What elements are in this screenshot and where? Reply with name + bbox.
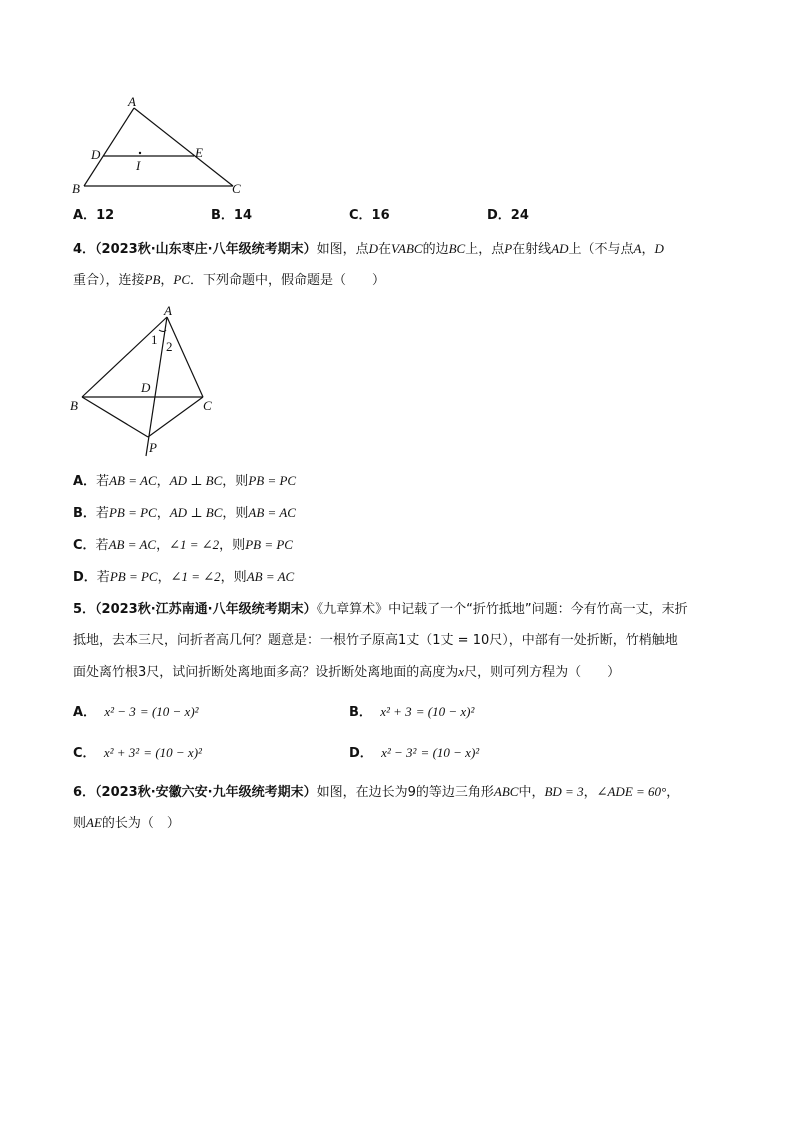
option-letter: B． xyxy=(349,705,372,720)
label-p: P xyxy=(149,440,157,455)
math: = (10 − x)² xyxy=(139,704,199,719)
text: ，则 xyxy=(219,538,246,553)
math: ABC xyxy=(493,784,519,799)
text: 若 xyxy=(96,570,110,585)
q4-line1 xyxy=(73,239,664,260)
question-source: （2023秋·江苏南通·八年级统考期末） xyxy=(95,602,317,617)
side-ac xyxy=(167,317,203,397)
math: = (10 − x)² xyxy=(143,745,202,760)
figure-abpc xyxy=(60,300,230,460)
q6-line2 xyxy=(73,813,180,834)
text: 如图，点 xyxy=(316,242,369,257)
label-c: C xyxy=(232,181,241,196)
text: 如图，在边长为9的等边三角形 xyxy=(316,785,494,800)
math: AE xyxy=(86,815,102,830)
text: 若 xyxy=(95,538,109,553)
math: x² − 3² xyxy=(381,745,417,760)
q3-option-d[interactable] xyxy=(487,206,529,226)
option-letter: D． xyxy=(487,208,511,223)
math: = (10 − x)² xyxy=(415,704,475,719)
math: BC xyxy=(448,241,466,256)
question-source: （2023秋·山东枣庄·八年级统考期末） xyxy=(95,242,317,257)
label-a: A xyxy=(128,94,136,109)
math: AB = AC xyxy=(108,537,157,552)
segment-cp xyxy=(148,397,203,437)
text: ， xyxy=(666,785,680,800)
label-i: I xyxy=(136,158,141,173)
text: ，则 xyxy=(222,474,249,489)
option-letter: D． xyxy=(349,746,373,761)
math: x xyxy=(458,664,465,679)
math: ∠1 = ∠2 xyxy=(170,569,221,584)
option-letter: C． xyxy=(73,746,96,761)
q5-option-b[interactable] xyxy=(349,702,474,723)
text: 面处离竹根3尺，试问折断处离地面多高？设折断处离地面的高度为 xyxy=(73,665,459,680)
question-number: 6． xyxy=(73,785,96,800)
option-letter: B． xyxy=(211,208,234,223)
text: 在射线 xyxy=(512,242,552,257)
option-value: 24 xyxy=(510,208,529,223)
option-letter: D． xyxy=(73,570,97,585)
math: x² + 3 xyxy=(380,704,412,719)
text: 在 xyxy=(378,242,392,257)
label-d: D xyxy=(141,380,151,395)
math: ∠ADE = 60° xyxy=(596,784,667,799)
q5-line3 xyxy=(73,662,620,683)
text: 上（不与点 xyxy=(568,242,634,257)
option-letter: A． xyxy=(73,705,97,720)
label-1: 1 xyxy=(151,332,158,347)
q3-option-c[interactable] xyxy=(349,206,390,226)
text: ， xyxy=(160,273,174,288)
text: ， xyxy=(157,570,171,585)
option-value: 12 xyxy=(96,208,115,223)
text: 《九章算术》中记载了一个“折竹抵地”问题：今有竹高一丈，末折 xyxy=(316,602,688,617)
math: D xyxy=(368,241,379,256)
question-number: 5． xyxy=(73,602,96,617)
text: 的边 xyxy=(422,242,449,257)
text: 若 xyxy=(96,474,110,489)
label-b: B xyxy=(72,181,80,196)
q3-option-b[interactable] xyxy=(211,206,252,226)
math: AB = AC xyxy=(248,505,296,520)
text: 若 xyxy=(95,506,109,521)
text: ， xyxy=(156,506,170,521)
q4-option-a[interactable] xyxy=(73,471,296,492)
label-a: A xyxy=(164,303,172,318)
q5-line2 xyxy=(73,631,678,651)
q5-option-c[interactable] xyxy=(73,743,202,764)
text: 中， xyxy=(518,785,545,800)
option-value: 16 xyxy=(371,208,390,223)
label-c: C xyxy=(203,398,212,413)
side-ac xyxy=(134,108,233,186)
question-source: （2023秋·安徽六安·九年级统考期末） xyxy=(95,785,317,800)
text: ，则 xyxy=(222,506,249,521)
text: 重合），连接 xyxy=(73,273,145,288)
math: AD xyxy=(551,241,569,256)
question-number: 4． xyxy=(73,242,96,257)
q4-option-b[interactable] xyxy=(73,503,296,524)
math: x² + 3² xyxy=(103,745,140,760)
math: PB = PC xyxy=(109,569,158,584)
label-2: 2 xyxy=(166,339,173,354)
math: BD = 3 xyxy=(544,784,584,799)
text: 则 xyxy=(73,816,87,831)
q4-line2 xyxy=(73,270,385,291)
label-d: D xyxy=(91,147,101,162)
text: 上，点 xyxy=(465,242,505,257)
math: ∠1 = ∠2 xyxy=(169,537,220,552)
option-letter: C． xyxy=(349,208,372,223)
text: ， xyxy=(156,474,170,489)
point-i xyxy=(139,152,141,154)
text: ， xyxy=(156,538,170,553)
math: P xyxy=(504,241,513,256)
segment-bp xyxy=(82,397,148,437)
math: D xyxy=(654,241,664,256)
math: VABC xyxy=(391,241,423,256)
math: AB = AC xyxy=(246,569,295,584)
q5-option-d[interactable] xyxy=(349,743,479,764)
option-letter: C． xyxy=(73,538,96,553)
math: A xyxy=(633,241,642,256)
label-b: B xyxy=(70,398,78,413)
q6-line1 xyxy=(73,782,679,803)
math: x² − 3 xyxy=(104,704,136,719)
text: ．下列命题中，假命题是（ ） xyxy=(190,273,386,288)
text: 的长为（ ） xyxy=(101,816,180,831)
math: AB = AC xyxy=(109,473,157,488)
text: ， xyxy=(641,242,655,257)
label-e: E xyxy=(195,145,203,160)
math: AD ⊥ BC xyxy=(169,473,223,488)
q3-option-a[interactable] xyxy=(73,206,114,226)
math: PC xyxy=(173,272,191,287)
math: PB = PC xyxy=(248,473,297,488)
q5-line1 xyxy=(73,600,688,620)
figure-triangle-de xyxy=(60,90,270,200)
side-ab xyxy=(82,317,167,397)
text: ，则 xyxy=(220,570,247,585)
text: ， xyxy=(583,785,597,800)
math: PB = PC xyxy=(245,537,293,552)
text: 抵地，去本三尺，问折者高几何？题意是：一根竹子原高1丈（1丈 = 10尺），中部有一处折断，竹梢触地 xyxy=(73,633,678,648)
text: 尺，则可列方程为（ ） xyxy=(464,665,621,680)
option-letter: A． xyxy=(73,474,97,489)
q5-option-a[interactable] xyxy=(73,702,199,723)
math: = (10 − x)² xyxy=(420,745,480,760)
math: PB xyxy=(144,272,161,287)
option-value: 14 xyxy=(233,208,253,223)
option-letter: A． xyxy=(73,208,97,223)
q4-option-d[interactable] xyxy=(73,567,294,588)
math: AD ⊥ BC xyxy=(169,505,223,520)
option-letter: B． xyxy=(73,506,96,521)
q4-option-c[interactable] xyxy=(73,535,293,556)
math: PB = PC xyxy=(108,505,157,520)
